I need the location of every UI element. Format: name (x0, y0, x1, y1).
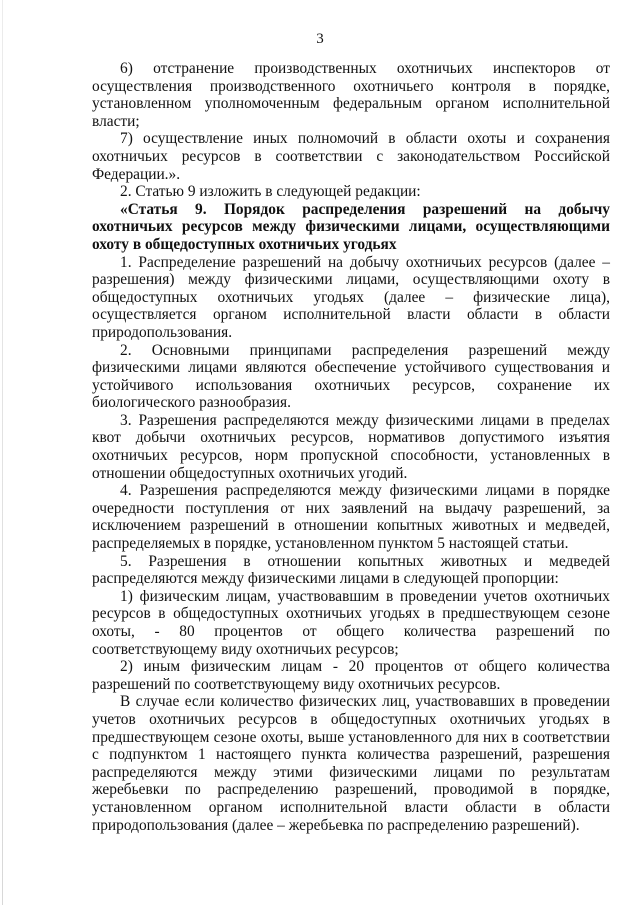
paragraph-lottery: В случае если количество физических лиц, участвовавших в проведении учетов охотничьих ресурсов в общедоступных охотничьих угодьях в предшествующем сезоне охоты, выше установленного для них в соответствии с подпунктом 1 настоящего пункта количества разрешений, разрешения распределяются между этими физическими лицами по результатам жеребьевки по распределению разрешений, проводимой в порядке, установленном органом исполнительной власти области в области природопользования (далее – жеребьевка по распределению разрешений). (92, 693, 614, 834)
paragraph-point-3: 3. Разрешения распределяются между физическими лицами в пределах квот добычи охотничьих ресурсов, нормативов допустимого изъятия охотничьих ресурсов, норм пропускной способности, установленных в отношении общедоступных охотничьих угодий. (92, 411, 614, 482)
page-number: 3 (316, 31, 324, 47)
paragraph-subpoint-2: 2) иным физическим лицам - 20 процентов от общего количества разрешений по соответствующему виду охотничьих ресурсов. (92, 658, 614, 693)
article-9-heading: «Статья 9. Порядок распределения разрешений на добычу охотничьих ресурсов между физическими лицами, осуществляющими охоту в общедоступных охотничьих угодьях (92, 200, 614, 253)
paragraph-point-2: 2. Основными принципами распределения разрешений между физическими лицами являются обеспечение устойчивого существования и устойчивого использования охотничьих ресурсов, сохранение их биологического разнообразия. (92, 341, 614, 412)
document-body (92, 60, 614, 834)
paragraph-point-5: 5. Разрешения в отношении копытных животных и медведей распределяются между физическими лицами в следующей пропорции: (92, 552, 614, 588)
paragraph-item-7: 7) осуществление иных полномочий в области охоты и сохранения охотничьих ресурсов в соответствии с законодательством Российской Федерации.». (92, 130, 614, 183)
paragraph-point-4: 4. Разрешения распределяются между физическими лицами в порядке очередности поступления от них заявлений на выдачу разрешений, за исключением разрешений в отношении копытных животных и медведей, распределяемых в порядке, установленном пунктом 5 настоящей статьи. (92, 482, 614, 553)
scan-edge (2, 0, 3, 905)
paragraph-amendment-2: 2. Статью 9 изложить в следующей редакции: (120, 183, 421, 201)
paragraph-subpoint-1: 1) физическим лицам, участвовавшим в проведении учетов охотничьих ресурсов в общедоступных охотничьих угодьях в предшествующем сезоне охоты, - 80 процентов от общего количества разрешений по соответствующему виду охотничьих ресурсов; (92, 587, 614, 658)
paragraph-item-6: 6) отстранение производственных охотничьих инспекторов от осуществления производственного охотничьего контроля в порядке, установленном уполномоченным федеральным органом исполнительной власти; (92, 60, 614, 130)
paragraph-point-1: 1. Распределение разрешений на добычу охотничьих ресурсов (далее – разрешения) между физическими лицами, осуществляющими охоту в общедоступных охотничьих угодьях (далее – физические лица), осуществляется органом исполнительной власти области в области природопользования. (92, 253, 614, 341)
